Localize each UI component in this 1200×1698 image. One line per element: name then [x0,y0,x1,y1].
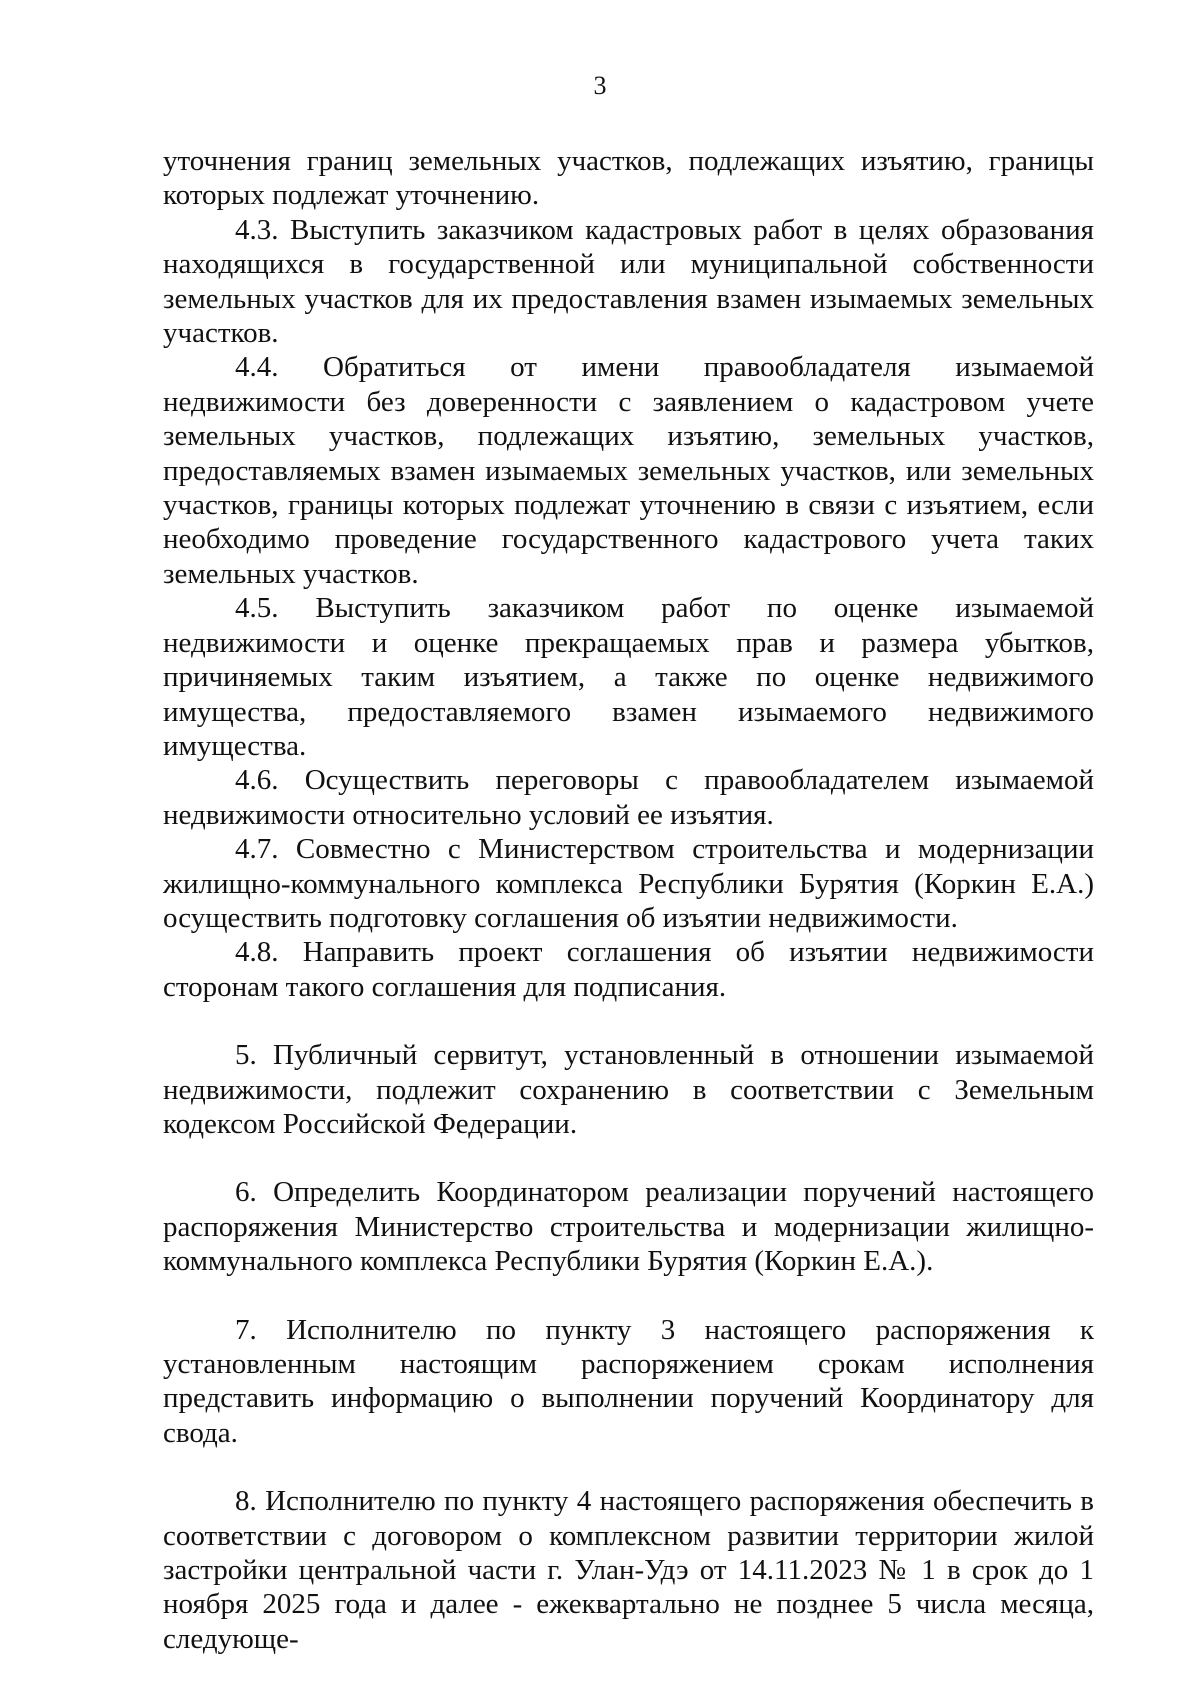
paragraph-4-8: 4.8. Направить проект соглашения об изъятии недвижимости сторонам такого соглашения для подписания. [163,936,1094,1003]
paragraph-7: 7. Исполнителю по пункту 3 настоящего распоряжения к установленным настоящим распоряжением срокам исполнения представить информацию о выполнении поручений Координатору для свода. [163,1313,1094,1449]
document-body [163,144,1094,1656]
paragraph-gap [163,1141,1094,1175]
paragraph-4-4: 4.4. Обратиться от имени правообладателя изымаемой недвижимости без доверенности с заявлением о кадастровом учете земельных участков, подлежащих изъятию, земельных участков, предоставляемых взамен изымаемых земельных участков, или земельных участков, границы которых подлежат уточнению в связи с изъятием, если необходимо проведение государственного кадастрового учета таких земельных участков. [163,351,1094,590]
paragraph-gap [163,1004,1094,1038]
paragraph-8: 8. Исполнителю по пункту 4 настоящего распоряжения обеспечить в соответствии с договором о комплексном развитии территории жилой застройки центральной части г. Улан-Удэ от 14.11.2023 № 1 в срок до 1 ноября 2025 года и далее - ежеквартально не позднее 5 числа месяца, следующе- [163,1485,1094,1655]
paragraph-4-7: 4.7. Совместно с Министерством строительства и модернизации жилищно-коммунального комплекса Республики Бурятия (Коркин Е.А.) осуществить подготовку соглашения об изъятии недвижимости. [163,833,1094,934]
paragraph-continuation: уточнения границ земельных участков, подлежащих изъятию, границы которых подлежат уточнению. [163,145,1094,212]
paragraph-gap [163,1450,1094,1484]
page-number: 3 [593,71,607,100]
paragraph-4-5: 4.5. Выступить заказчиком работ по оценке изымаемой недвижимости и оценке прекращаемых прав и размера убытков, причиняемых таким изъятием, а также по оценке недвижимого имущества, предоставляемого взамен изымаемого недвижимого имущества. [163,592,1094,762]
paragraph-gap [163,1279,1094,1313]
paragraph-4-3: 4.3. Выступить заказчиком кадастровых работ в целях образования находящихся в государственной или муниципальной собственности земельных участков для их предоставления взамен изымаемых земельных участков. [163,213,1094,350]
paragraph-5: 5. Публичный сервитут, установленный в отношении изымаемой недвижимости, подлежит сохранению в соответствии с Земельным кодексом Российской Федерации. [163,1039,1094,1140]
paragraph-4-6: 4.6. Осуществить переговоры с правообладателем изымаемой недвижимости относительно условий ее изъятия. [163,764,1094,831]
paragraph-6: 6. Определить Координатором реализации поручений настоящего распоряжения Министерство строительства и модернизации жилищно-коммунального комплекса Республики Бурятия (Коркин Е.А.). [163,1176,1094,1278]
